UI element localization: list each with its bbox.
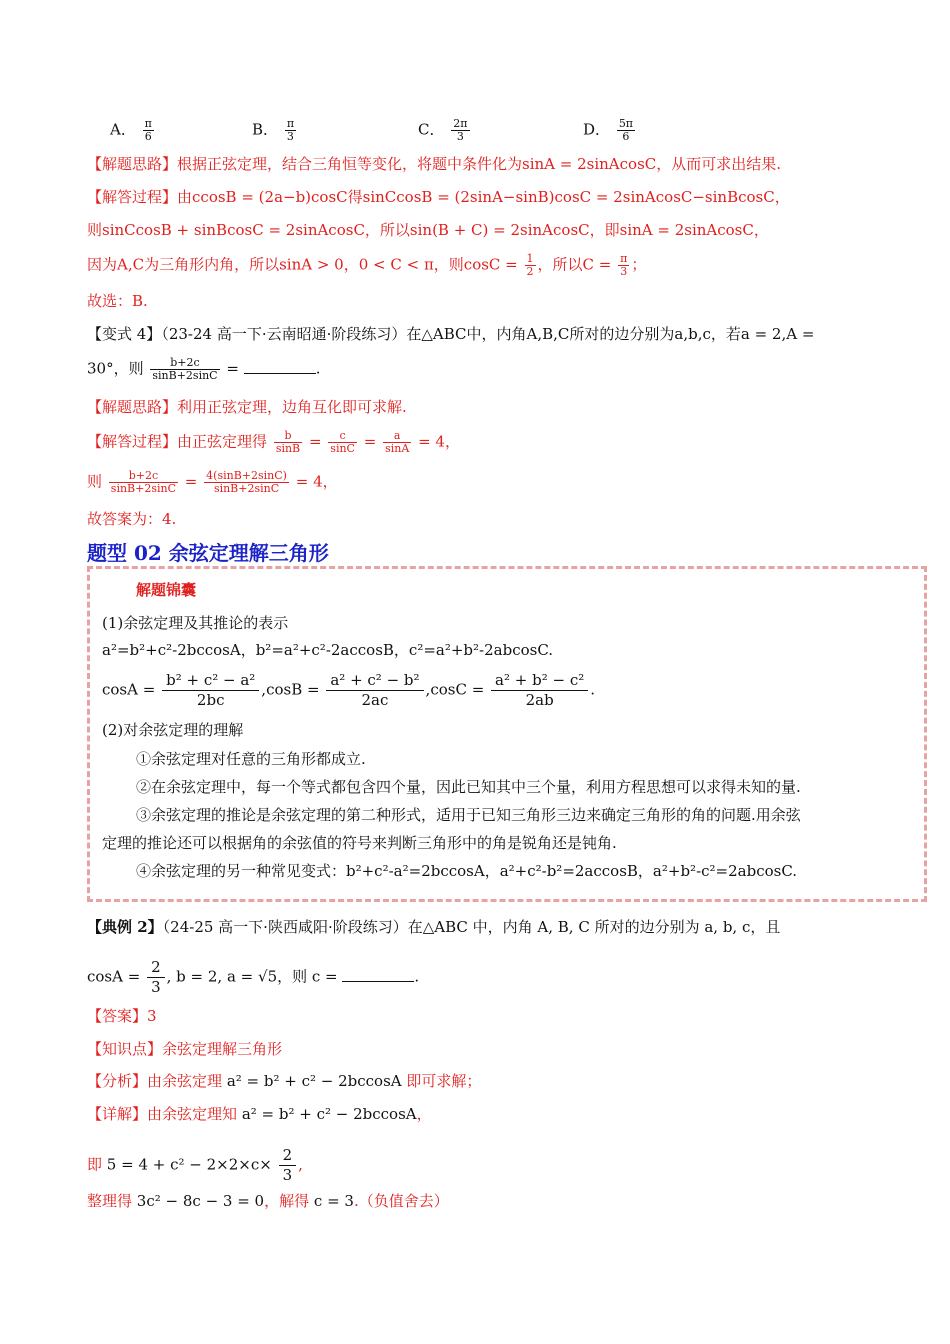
q3-process-line3 [87,253,646,278]
example2-s1-end: , [298,1155,303,1174]
example2-s1-formula: 5 = 4 + c² − 2×2×c× [106,1155,272,1174]
variant4-tag: 【变式 4】 [87,325,162,343]
q3-thinking-tag: 【解题思路】 [87,155,178,173]
example2-text1: （24-25 高一下·陕西咸阳·阶段练习）在△ABC 中，内角 A, B, C 所对的边分别为 a, b, c，且 [162,918,781,936]
tips-l6: ②在余弦定理中，每一个等式都包含四个量，因此已知其中三个量，利用方程思想可以求得未知的量. [136,778,801,796]
example2-analysis [87,1070,481,1092]
q3-process-line2: 则sinCcosB + sinBcosC = 2sinAcosC，所以sin(B + C) = 2sinAcosC，即sinA = 2sinAcosC， [87,221,769,239]
q3-line3-d: ； [631,255,647,274]
variant4-p2-frac1: $\frac{b+2c}{\sin B+2\sin C}$ [110,469,177,495]
q3-choice: 故选：B. [87,292,148,310]
example2-knowledge [87,1038,282,1060]
example2-an-tag: 【分析】 [87,1072,148,1090]
example2-line1 [87,916,780,938]
example2-blank [342,967,414,982]
example2-an-b: 即可求解； [406,1072,482,1090]
q3-line3-a: 因为A,C为三角形内角，所以sinA > 0，0 < C < π，则cosC = [87,255,518,274]
example2-s2b: ，解得 [264,1192,310,1210]
option-c [418,118,472,143]
tips-cosA-frac: $\frac{\text{b² + c² − a²}}{2bc}$ [162,671,259,710]
example2-line2 [87,958,419,997]
variant4-dot: . [315,359,321,378]
example2-t2c: . [414,967,420,986]
tips-l5: ①余弦定理对任意的三角形都成立. [136,750,366,768]
option-d-label: D． [583,120,611,139]
q3-line3-frac1: $\frac{1}{2}$ [526,252,534,278]
variant4-p2a: 则 [87,472,103,491]
variant4-answer: 故答案为：4. [87,510,177,528]
tips-l8: 定理的推论还可以根据角的余弦值的符号来判断三角形中的角是锐角还是钝角. [102,834,617,852]
tips-heading: 解题锦囊 [136,581,197,599]
variant4-thinking-tag: 【解题思路】 [87,398,178,416]
tips-l4: (2)对余弦定理的理解 [102,721,244,739]
option-c-label: C． [418,120,445,139]
example2-answer-tag: 【答案】 [87,1007,148,1025]
example2-answer [87,1005,157,1027]
variant4-p1-eq2: = [363,432,377,451]
variant4-p1a: 由正弦定理得 [177,432,268,451]
tips-cos-formulas [102,671,595,710]
option-a [110,118,156,143]
variant4-p1-end: = 4， [418,432,460,451]
variant4-p2-end: = 4， [295,472,338,491]
option-a-value: $\frac{\pi}{6}$ [144,117,152,143]
example2-s2a: 整理得 [87,1192,133,1210]
example2-t2a: cosA = [87,967,141,986]
example2-answer-val: 3 [147,1007,157,1025]
example2-an-formula: a² = b² + c² − 2bccosA [226,1072,402,1090]
example2-s2-res: c = 3 [313,1192,354,1210]
example2-s1a: 即 [87,1155,103,1174]
variant4-thinking-text: 利用正弦定理，边角互化即可求解. [177,398,407,416]
example2-step2 [87,1190,449,1212]
example2-s2c: .（负值舍去） [353,1192,449,1210]
q3-process-text1: 由ccosB = (2a−b)cosC得sinCcosB = (2sinA−sinB)cosC = 2sinAcosC−sinBcosC， [177,188,790,206]
tips-cosA: cosA = [102,680,156,699]
example2-kp-text: 余弦定理解三角形 [162,1040,283,1058]
variant4-p1-frac2: $\frac{c}{\sin C}$ [330,429,355,455]
tips-cosB: ,cosB = [261,680,320,699]
variant4-p1-frac3: $\frac{a}{\sin A}$ [385,429,410,455]
variant4-p2-eq: = [184,472,198,491]
tips-l2: a²=b²+c²-2bccosA，b²=a²+c²-2accosB，c²=a²+b²-2abcosC. [102,641,554,659]
variant4-process-line2 [87,470,338,495]
tips-cosC-frac: $\frac{\text{a² + b² − c²}}{2ab}$ [491,671,588,710]
variant4-blank [244,359,316,374]
example2-tag: 【典例 2】 [87,918,163,936]
q3-process-line1 [87,186,790,208]
tips-box [87,566,927,902]
example2-step1 [87,1146,303,1185]
tips-l7: ③余弦定理的推论是余弦定理的第二种形式，适用于已知三角形三边来确定三角形的角的问题.用余弦 [136,806,801,824]
example2-kp-tag: 【知识点】 [87,1040,163,1058]
option-d-value: $\frac{5\pi}{6}$ [618,117,634,143]
variant4-thinking [87,396,407,418]
example2-dt-formula: a² = b² + c² − 2bccosA [241,1105,417,1123]
variant4-process-tag: 【解答过程】 [87,432,178,451]
option-b [252,118,298,143]
variant4-process-line1 [87,430,460,455]
q3-thinking-text: 根据正弦定理，结合三角恒等变化，将题中条件化为sinA = 2sinAcosC，从而可求出结果. [177,155,782,173]
variant4-p1-frac1: $\frac{b}{\sin B}$ [275,429,301,455]
variant4-fraction: $\frac{b+2c}{\sin B+2\sin C}$ [152,356,218,382]
variant4-text1: （23-24 高一下·云南昭通·阶段练习）在△ABC中，内角A,B,C所对的边分别为a,b,c，若a = 2,A = [161,325,815,343]
variant4-text2a: 30°，则 [87,359,144,378]
q3-thinking [87,153,781,175]
q3-line3-b: ，所以C = [537,255,612,274]
option-b-value: $\frac{\pi}{3}$ [286,117,295,143]
tips-cosB-frac: $\frac{\text{a² + c² − b²}}{2ac}$ [326,671,423,710]
tips-l9: ④余弦定理的另一种常见变式：b²+c²-a²=2bccosA，a²+c²-b²=2accosB，a²+b²-c²=2abcosC. [136,862,798,880]
tips-l1: (1)余弦定理及其推论的表示 [102,614,289,632]
option-a-label: A． [110,120,136,139]
section-title: 题型 02 余弦定理解三角形 [87,541,329,565]
variant4-p2-frac2: $\frac{4(\sin B+2\sin C)}{\sin B+2\sin C}$ [206,469,287,495]
option-c-value: $\frac{2\pi}{3}$ [453,117,468,143]
variant4-line1 [87,323,814,345]
example2-frac: $\frac{2}{3}$ [147,958,165,997]
q3-line3-frac2: $\frac{\pi}{3}$ [620,252,628,278]
variant4-line2 [87,357,321,382]
variant4-p1-eq1: = [308,432,322,451]
option-d [583,118,637,143]
tips-cosC: ,cosC = [425,680,485,699]
variant4-eq: = [226,359,239,378]
example2-s1-frac: $\frac{2}{3}$ [279,1146,297,1185]
example2-dt-tag: 【详解】 [87,1105,148,1123]
option-b-label: B． [252,120,279,139]
example2-dt-b: ， [416,1105,432,1123]
example2-dt-a: 由余弦定理知 [147,1105,238,1123]
example2-t2b: , b = 2, a = √5，则 c = [166,967,338,986]
tips-dot: . [590,680,596,699]
q3-process-tag: 【解答过程】 [87,188,178,206]
example2-detail [87,1103,432,1125]
example2-s2-formula: 3c² − 8c − 3 = 0 [136,1192,265,1210]
example2-an-a: 由余弦定理 [147,1072,223,1090]
